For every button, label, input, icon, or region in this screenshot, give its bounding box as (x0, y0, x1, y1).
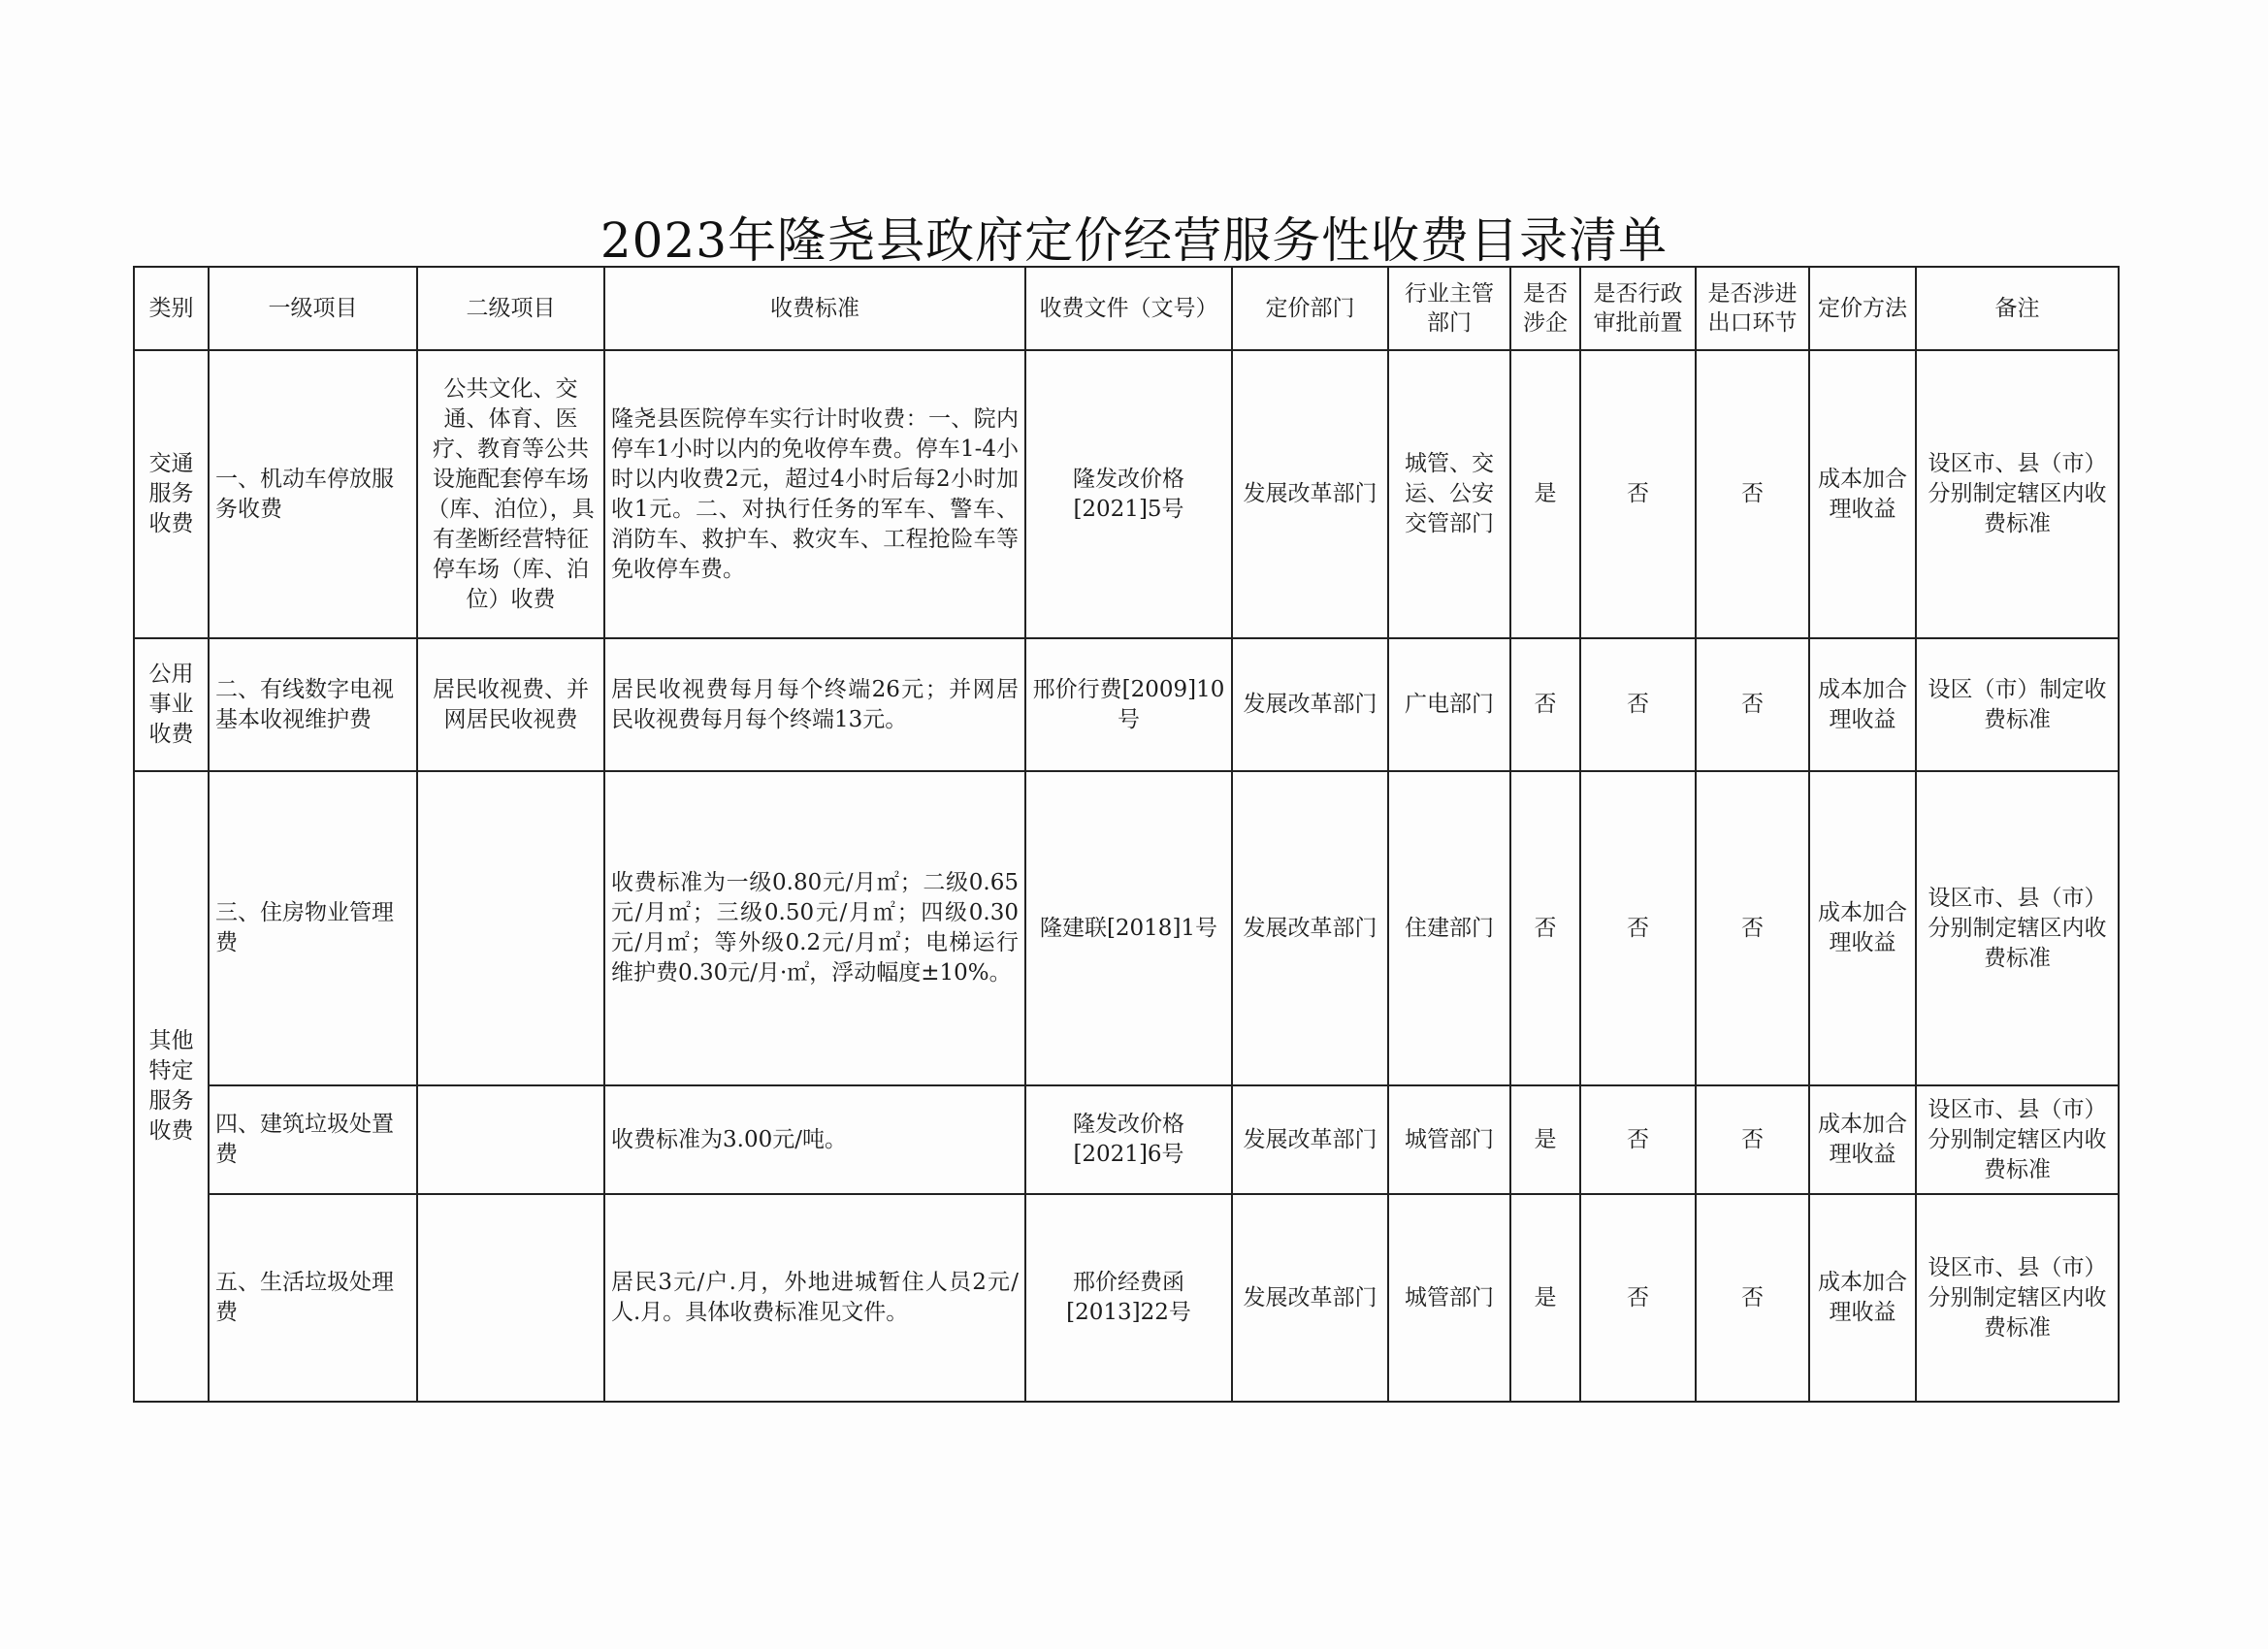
header-category: 类别 (134, 267, 209, 350)
admin-approval-cell: 否 (1580, 1194, 1696, 1402)
table-header-row (134, 267, 2119, 350)
industry-dept-cell: 广电部门 (1388, 638, 1510, 771)
remarks-cell: 设区市、县（市）分别制定辖区内收费标准 (1916, 771, 2119, 1085)
remarks-cell: 设区（市）制定收费标准 (1916, 638, 2119, 771)
header-involves-enterprise: 是否涉企 (1510, 267, 1580, 350)
pricing-dept-cell: 发展改革部门 (1232, 350, 1388, 638)
file-cell: 隆发改价格[2021]6号 (1025, 1085, 1232, 1194)
fee-catalog-table (133, 266, 2120, 1403)
header-level2: 二级项目 (417, 267, 604, 350)
import-export-cell: 否 (1696, 350, 1809, 638)
industry-dept-cell: 城管部门 (1388, 1194, 1510, 1402)
table-row (134, 638, 2119, 771)
admin-approval-cell: 否 (1580, 638, 1696, 771)
remarks-cell: 设区市、县（市）分别制定辖区内收费标准 (1916, 1194, 2119, 1402)
standard-cell: 隆尧县医院停车实行计时收费：一、院内停车1小时以内的免收停车费。停车1-4小时以内收费2元，超过4小时后每2小时加收1元。二、对执行任务的军车、警车、消防车、救护车、救灾车、工程抢险车等免收停车费。 (604, 350, 1025, 638)
level1-cell: 五、生活垃圾处理费 (209, 1194, 417, 1402)
industry-dept-cell: 城管部门 (1388, 1085, 1510, 1194)
involves-enterprise-cell: 否 (1510, 771, 1580, 1085)
import-export-cell: 否 (1696, 1194, 1809, 1402)
import-export-cell: 否 (1696, 638, 1809, 771)
industry-dept-cell: 城管、交运、公安交管部门 (1388, 350, 1510, 638)
level2-cell: 公共文化、交通、体育、医疗、教育等公共设施配套停车场（库、泊位），具有垄断经营特征停车场（库、泊位）收费 (417, 350, 604, 638)
header-import-export: 是否涉进出口环节 (1696, 267, 1809, 350)
standard-cell: 收费标准为一级0.80元/月㎡；二级0.65元/月㎡；三级0.50元/月㎡；四级0.30元/月㎡；等外级0.2元/月㎡；电梯运行维护费0.30元/月·㎡，浮动幅度±10%。 (604, 771, 1025, 1085)
admin-approval-cell: 否 (1580, 771, 1696, 1085)
table-row (134, 1194, 2119, 1402)
category-cell: 交通服务收费 (134, 350, 209, 638)
pricing-dept-cell: 发展改革部门 (1232, 1085, 1388, 1194)
header-file: 收费文件（文号） (1025, 267, 1232, 350)
admin-approval-cell: 否 (1580, 1085, 1696, 1194)
level2-cell (417, 1085, 604, 1194)
level1-cell: 一、机动车停放服务收费 (209, 350, 417, 638)
import-export-cell: 否 (1696, 771, 1809, 1085)
category-cell: 公用事业收费 (134, 638, 209, 771)
level2-cell (417, 771, 604, 1085)
file-cell: 邢价行费[2009]10号 (1025, 638, 1232, 771)
level1-cell: 二、有线数字电视基本收视维护费 (209, 638, 417, 771)
pricing-dept-cell: 发展改革部门 (1232, 771, 1388, 1085)
standard-cell: 收费标准为3.00元/吨。 (604, 1085, 1025, 1194)
document-title: 2023年隆尧县政府定价经营服务性收费目录清单 (599, 212, 1669, 269)
table-row (134, 350, 2119, 638)
pricing-method-cell: 成本加合理收益 (1809, 350, 1916, 638)
remarks-cell: 设区市、县（市）分别制定辖区内收费标准 (1916, 350, 2119, 638)
remarks-cell: 设区市、县（市）分别制定辖区内收费标准 (1916, 1085, 2119, 1194)
category-cell: 其他特定服务收费 (134, 771, 209, 1402)
pricing-method-cell: 成本加合理收益 (1809, 1194, 1916, 1402)
pricing-method-cell: 成本加合理收益 (1809, 638, 1916, 771)
header-pricing-dept: 定价部门 (1232, 267, 1388, 350)
header-industry-dept: 行业主管部门 (1388, 267, 1510, 350)
standard-cell: 居民收视费每月每个终端26元；并网居民收视费每月每个终端13元。 (604, 638, 1025, 771)
header-remarks: 备注 (1916, 267, 2119, 350)
file-cell: 隆发改价格[2021]5号 (1025, 350, 1232, 638)
header-pricing-method: 定价方法 (1809, 267, 1916, 350)
involves-enterprise-cell: 是 (1510, 1085, 1580, 1194)
header-standard: 收费标准 (604, 267, 1025, 350)
level2-cell (417, 1194, 604, 1402)
pricing-method-cell: 成本加合理收益 (1809, 771, 1916, 1085)
pricing-dept-cell: 发展改革部门 (1232, 1194, 1388, 1402)
industry-dept-cell: 住建部门 (1388, 771, 1510, 1085)
table-row (134, 1085, 2119, 1194)
level1-cell: 四、建筑垃圾处置费 (209, 1085, 417, 1194)
pricing-dept-cell: 发展改革部门 (1232, 638, 1388, 771)
file-cell: 邢价经费函[2013]22号 (1025, 1194, 1232, 1402)
involves-enterprise-cell: 是 (1510, 350, 1580, 638)
involves-enterprise-cell: 是 (1510, 1194, 1580, 1402)
header-level1: 一级项目 (209, 267, 417, 350)
pricing-method-cell: 成本加合理收益 (1809, 1085, 1916, 1194)
import-export-cell: 否 (1696, 1085, 1809, 1194)
standard-cell: 居民3元/户.月，外地进城暂住人员2元/人.月。具体收费标准见文件。 (604, 1194, 1025, 1402)
involves-enterprise-cell: 否 (1510, 638, 1580, 771)
table-row (134, 771, 2119, 1085)
admin-approval-cell: 否 (1580, 350, 1696, 638)
level1-cell: 三、住房物业管理费 (209, 771, 417, 1085)
header-admin-approval: 是否行政审批前置 (1580, 267, 1696, 350)
file-cell: 隆建联[2018]1号 (1025, 771, 1232, 1085)
level2-cell: 居民收视费、并网居民收视费 (417, 638, 604, 771)
